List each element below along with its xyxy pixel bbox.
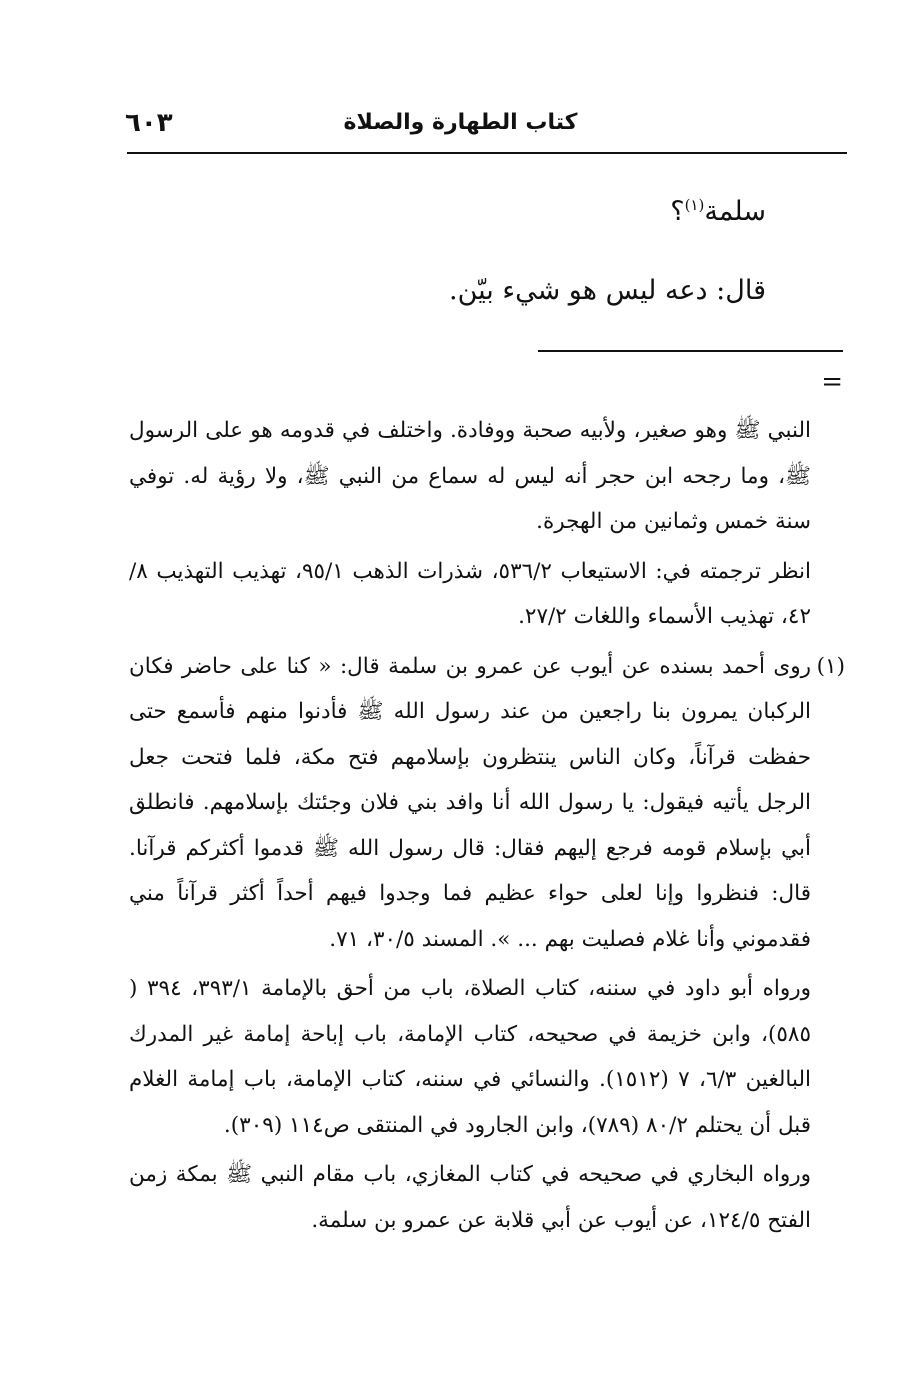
footnote-references-paragraph: انظر ترجمته في: الاستيعاب ٥٣٦/٢، شذرات الذهب ٩٥/١، تهذيب التهذيب ٨/ ٤٢، تهذيب الأسماء واللغات ٢٧/٢. (129, 558, 811, 629)
page-number: ٦٠٣ (125, 108, 173, 138)
footnote-reference: (١) (684, 196, 705, 214)
main-text-line-2: قال: دعه ليس هو شيء بيّن. (449, 275, 766, 306)
footnotes (129, 408, 845, 1247)
footnote-1-paragraph-3: ورواه البخاري في صحيحه في كتاب المغازي، باب مقام النبي ﷺ بمكة زمن الفتح ١٢٤/٥، عن أيوب عن أبي قلابة عن عمرو بن سلمة. (129, 1162, 811, 1233)
main-text-line-1 (670, 196, 766, 227)
footnote-continuation-paragraph: النبي ﷺ وهو صغير، ولأبيه صحبة ووفادة. واختلف في قدومه هو على الرسول ﷺ، وما رجحه ابن حجر أنه ليس له سماع من النبي ﷺ، ولا رؤية له. توفي سنة خمس وثمانين من الهجرة. (129, 418, 811, 534)
footnote-separator (538, 350, 843, 352)
footnote-1-paragraph-2: ورواه أبو داود في سننه، كتاب الصلاة، باب من أحق بالإمامة ٣٩٣/١، ٣٩٤ ( ٥٨٥)، وابن خزيمة في صحيحه، كتاب الإمامة، باب إباحة إمامة غير المدرك البالغين ٦/٣، ٧ (١٥١٢). والنسائي في سننه، كتاب الإمامة، باب إمامة الغلام قبل أن يحتلم ٨٠/٢ (٧٨٩)، وابن الجارود في المنتقى ص١١٤ (٣٠٩). (129, 976, 811, 1138)
footnote-1-number: (١) (816, 653, 845, 679)
footnote-1 (129, 644, 845, 963)
continuation-mark: = (821, 367, 843, 397)
running-title: كتاب الطهارة والصلاة (343, 110, 578, 135)
header-rule (127, 152, 847, 154)
main-word: سلمة (704, 196, 766, 227)
question-mark: ؟ (670, 196, 685, 227)
footnote-1-text: روى أحمد بسنده عن أيوب عن عمرو بن سلمة قال: « كنا على حاضر فكان الركبان يمرون بنا راجعين من عند رسول الله ﷺ فأدنوا منهم فأسمع حتى حفظت قرآناً، وكان الناس ينتظرون بإسلامهم فتح مكة، فلما فتحت جعل الرجل يأتيه فيقول: يا رسول الله أنا وافد بني فلان وجئتك بإسلامهم. فانطلق أبي بإسلام قومه فرجع إليهم فقال: قال رسول الله ﷺ قدموا أكثركم قرآنا. قال: فنظروا وإنا لعلى حواء عظيم فما وجدوا فيهم أحداً أكثر قرآناً مني فقدموني وأنا غلام فصليت بهم ... ». المسند ٣٠/٥، ٧١. (129, 653, 811, 952)
